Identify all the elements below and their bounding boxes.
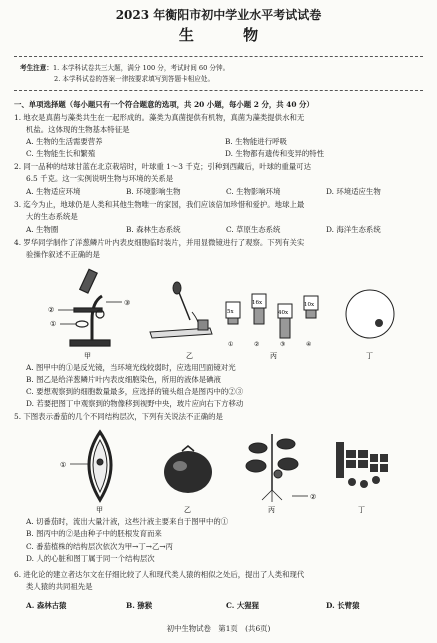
tissue-illustration (336, 442, 388, 488)
question-1-text-2: 机盐。这体现的生物基本特征是 (26, 125, 130, 134)
q6-option-a: A. 森林古猿 (26, 601, 67, 610)
question-3-text: 3. 迄今为止，地球仍是人类和其他生物唯一的家园，我们应该倍加珍惜和爱护。地球上最 (14, 200, 305, 209)
q1-option-d: D. 生物都有遗传和变异的特性 (225, 149, 325, 158)
caption-ding: 丁 (366, 352, 373, 360)
q5-figure-strip (40, 424, 420, 514)
marker-2: ② (48, 306, 55, 314)
lens-marker-2: ② (254, 341, 260, 348)
marker-3: ③ (124, 299, 131, 307)
caption-yi: 乙 (186, 352, 193, 360)
tomato-plant-illustration (246, 434, 308, 502)
q4-option-d: D. 若要把图丁中观察到的物像移到视野中央，玻片应向右下方移动 (26, 399, 244, 408)
question-2-text-2: 6.5 千克。这一实例说明生物与环境的关系是 (26, 174, 174, 183)
caption-jia-5: 甲 (96, 506, 103, 514)
q3-option-b: B. 森林生态系统 (126, 225, 181, 234)
lens-marker-3: ③ (280, 341, 286, 348)
lens-label-4: 10x (304, 302, 315, 308)
q3-option-d: D. 海洋生态系统 (326, 225, 381, 234)
q4-option-a: A. 图甲中的①是反光镜，当环境光线较弱时，应选用凹面镜对光 (26, 363, 236, 372)
q2-option-b: B. 环境影响生物 (126, 187, 181, 196)
divider (14, 56, 423, 57)
question-4-text: 4. 罗华同学制作了洋葱鳞片叶内表皮细胞临时装片，并用显微镜进行了观察。下列有关实 (14, 238, 305, 247)
q1-option-a: A. 生物的生活需要营养 (26, 137, 103, 146)
q6-option-d: D. 长臂猿 (326, 601, 360, 610)
tomato-fruit-illustration (164, 446, 212, 493)
q2-option-a: A. 生物适应环境 (26, 187, 81, 196)
q4-option-c: C. 要想观察到的细胞数量最多，应选择的镜头组合是图丙中的②③ (26, 387, 244, 396)
question-5-text: 5. 下图表示番茄的几个不同结构层次，下列有关说法不正确的是 (14, 412, 223, 421)
lens-marker-4: ④ (306, 341, 312, 348)
q2-option-c: C. 生物影响环境 (226, 187, 281, 196)
q5-option-c: C. 番茄植株的结构层次依次为甲→丁→乙→丙 (26, 542, 173, 551)
question-6-text-2: 类人猿的共同祖先是 (26, 582, 93, 591)
page-footer: 初中生物试卷 第1页 (共6页) (166, 624, 271, 633)
q1-option-c: C. 生物能生长和繁殖 (26, 149, 96, 158)
caption-jia: 甲 (84, 352, 91, 360)
q6-option-b: B. 猕猴 (126, 601, 153, 610)
q4-figure-strip (40, 262, 420, 360)
divider (14, 90, 423, 91)
marker-1: ① (50, 320, 57, 328)
caption-yi-5: 乙 (184, 506, 191, 514)
q6-option-c: C. 大猩猩 (226, 601, 260, 610)
lens-label-1: 5x (227, 309, 234, 315)
notice-label: 考生注意： (20, 64, 53, 72)
q2-option-d: D. 环境适应生物 (326, 187, 381, 196)
lens-marker-1: ① (228, 341, 234, 348)
lens-label-3: 40x (278, 310, 289, 316)
staining-illustration (150, 282, 212, 338)
question-4-text-2: 验操作叙述不正确的是 (26, 250, 100, 259)
question-3-text-2: 大的生态系统是 (26, 212, 78, 221)
lens-label-2: 16x (252, 300, 263, 306)
notice-line-2: 2. 本学科试卷的答案一律按要求填写到答题卡相应处。 (54, 75, 215, 83)
question-2-text: 2. 同一品种的结球甘蓝在北京栽培时，叶球重 1～3 千克；引种到西藏后，叶球的重量可达 (14, 162, 311, 171)
section-heading: 一、单项选择题（每小题只有一个符合题意的选项，共 20 小题，每小题 2 分，共 40 分） (14, 100, 314, 109)
caption-bing: 丙 (270, 352, 277, 360)
plant-cell-illustration (70, 432, 111, 500)
q5-option-b: B. 图丙中的②是由种子中的胚根发育而来 (26, 529, 162, 538)
caption-bing-5: 丙 (268, 506, 275, 514)
q5-option-a: A. 切番茄时，流出大量汁液，这些汁液主要来自于图甲中的① (26, 517, 229, 526)
microscope-illustration (58, 269, 122, 346)
exam-notice (20, 63, 229, 85)
q3-option-a: A. 生物圈 (26, 225, 59, 234)
objective-lens-set (226, 294, 318, 338)
caption-ding-5: 丁 (358, 506, 365, 514)
q4-option-b: B. 图乙是给洋葱鳞片叶内表皮细胞染色，所用的液体是碘液 (26, 375, 221, 384)
microscope-view-illustration (346, 290, 394, 338)
q3-option-c: C. 草原生态系统 (226, 225, 281, 234)
q1-option-b: B. 生物能进行呼吸 (225, 137, 287, 146)
q5-option-d: D. 人的心脏和图丁属于同一个结构层次 (26, 554, 155, 563)
question-1-text: 1. 地衣是真菌与藻类共生在一起形成的。藻类为真菌提供有机物，真菌为藻类提供水和无 (14, 113, 305, 122)
exam-title: 2023 年衡阳市初中学业水平考试试卷 (115, 8, 322, 22)
question-6-text: 6. 进化论的建立者达尔文在仔细比较了人和现代类人猿的相似之处后，提出了人类和现代 (14, 570, 305, 579)
notice-line-1: 1. 本学科试卷共三大题，满分 100 分，考试时间 60 分钟。 (52, 64, 230, 72)
subject-title: 生 物 (178, 26, 281, 44)
cell-marker-1: ① (60, 461, 67, 469)
plant-marker-2: ② (310, 493, 317, 501)
